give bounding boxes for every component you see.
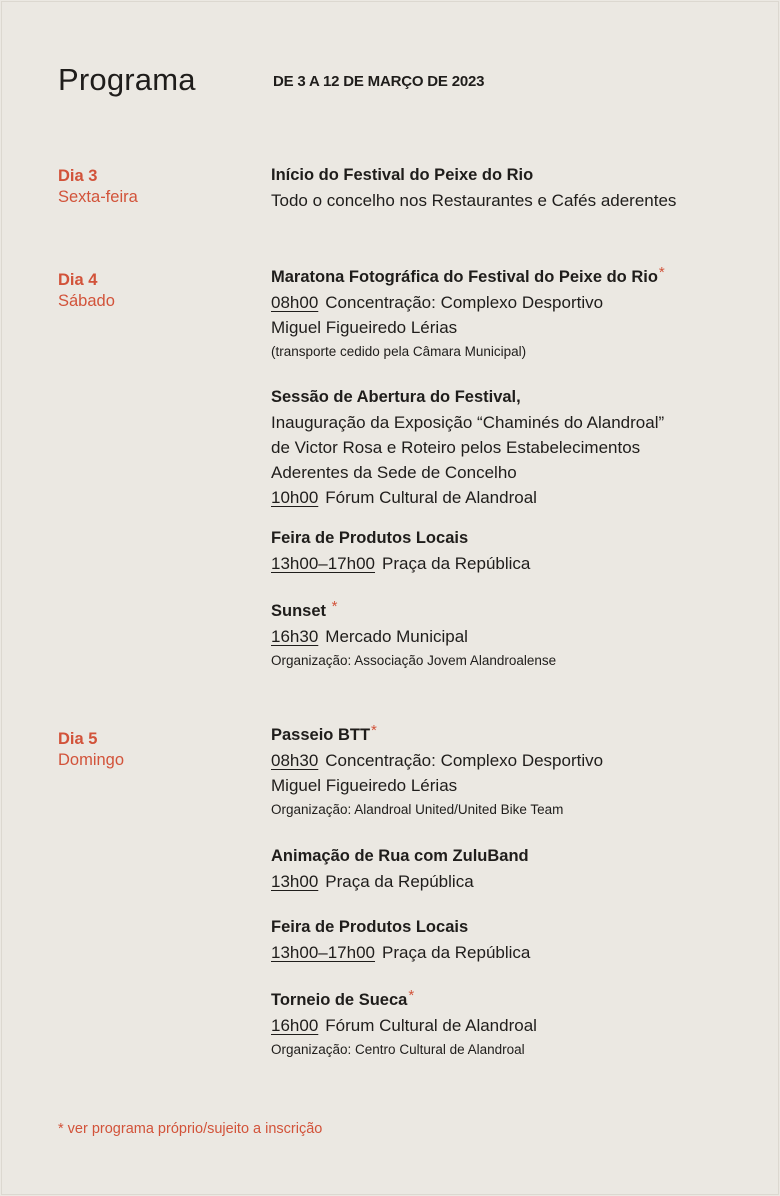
event-title: Maratona Fotográfica do Festival do Peixe do Rio <box>271 268 658 286</box>
event-time: 13h00 <box>271 872 319 891</box>
event-line: Todo o concelho nos Restaurantes e Cafés aderentes <box>271 191 677 210</box>
event-item <box>271 265 741 364</box>
event-item <box>271 526 741 576</box>
event-time: 16h00 <box>271 1016 319 1035</box>
event-line: de Victor Rosa e Roteiro pelos Estabelecimentos <box>271 438 641 457</box>
event-note: (transporte cedido pela Câmara Municipal) <box>271 344 527 359</box>
event-time: 16h30 <box>271 627 319 646</box>
event-note: Organização: Centro Cultural de Alandroal <box>271 1042 525 1057</box>
event-note: Organização: Associação Jovem Alandroalense <box>271 653 557 668</box>
event-title: Sunset <box>271 602 327 620</box>
event-place: Praça da República <box>382 943 531 962</box>
event-time: 08h00 <box>271 293 319 312</box>
event-item <box>271 599 741 673</box>
event-time: 13h00–17h00 <box>271 943 376 962</box>
day-weekday: Sábado <box>58 292 115 310</box>
day-weekday: Sexta-feira <box>58 188 138 206</box>
event-title: Feira de Produtos Locais <box>271 529 469 547</box>
asterisk-mark: * <box>658 264 665 281</box>
event-title: Início do Festival do Peixe do Rio <box>271 166 534 184</box>
asterisk-mark: * <box>331 598 338 615</box>
event-place: Concentração: Complexo Desportivo <box>325 751 604 770</box>
day-weekday: Domingo <box>58 751 125 769</box>
event-place: Mercado Municipal <box>325 627 468 646</box>
event-place: Fórum Cultural de Alandroal <box>325 488 537 507</box>
day-label <box>58 729 124 771</box>
event-title: Feira de Produtos Locais <box>271 918 469 936</box>
day-label <box>58 270 115 312</box>
event-title: Passeio BTT <box>271 726 371 744</box>
festival-dates: DE 3 A 12 DE MARÇO DE 2023 <box>273 73 485 90</box>
day-number: Dia 3 <box>58 167 98 185</box>
event-place: Praça da República <box>325 872 474 891</box>
page-title: Programa <box>58 62 196 97</box>
event-item <box>271 385 741 510</box>
event-line: Miguel Figueiredo Lérias <box>271 776 458 795</box>
event-place: Concentração: Complexo Desportivo <box>325 293 604 312</box>
event-time: 13h00–17h00 <box>271 554 376 573</box>
footnote: * ver programa próprio/sujeito a inscrição <box>58 1121 323 1137</box>
event-item <box>271 844 741 894</box>
event-time: 10h00 <box>271 488 319 507</box>
event-title: Animação de Rua com ZuluBand <box>271 847 529 865</box>
asterisk-mark: * <box>408 987 415 1004</box>
event-title: Torneio de Sueca <box>271 991 408 1009</box>
event-item <box>271 915 741 965</box>
day-number: Dia 5 <box>58 730 98 748</box>
day-number: Dia 4 <box>58 271 98 289</box>
event-title: Sessão de Abertura do Festival, <box>271 388 521 406</box>
asterisk-mark: * <box>371 722 377 739</box>
event-place: Fórum Cultural de Alandroal <box>325 1016 537 1035</box>
event-line: Inauguração da Exposição “Chaminés do Alandroal” <box>271 413 665 432</box>
event-note: Organização: Alandroal United/United Bike Team <box>271 802 564 817</box>
event-line: Miguel Figueiredo Lérias <box>271 318 458 337</box>
event-time: 08h30 <box>271 751 319 770</box>
event-line: Aderentes da Sede de Concelho <box>271 463 517 482</box>
event-place: Praça da República <box>382 554 531 573</box>
event-item <box>271 723 741 822</box>
day-label <box>58 166 138 208</box>
event-item <box>271 988 741 1062</box>
event-item <box>271 163 741 213</box>
